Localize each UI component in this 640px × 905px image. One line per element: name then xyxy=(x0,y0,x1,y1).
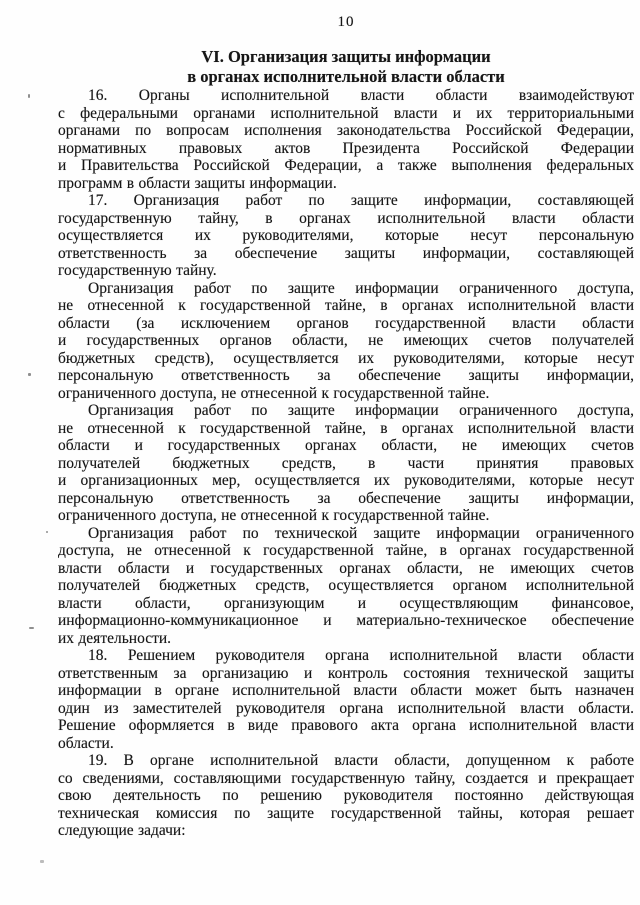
text-line: власти области и государственных органах области, не имеющих счетов xyxy=(58,559,634,577)
text-line: один из заместителей руководителя органа исполнительной власти области. xyxy=(58,699,634,717)
text-line: ответственным за организацию и контроль состояния технической защиты xyxy=(58,664,634,682)
text-line: с федеральными органами исполнительной власти и их территориальными xyxy=(58,104,634,122)
document-content xyxy=(58,47,634,840)
text-line: получателей бюджетных средств, осуществляется органом исполнительной xyxy=(58,577,634,594)
text-line: информации в органе исполнительной власти области может быть назначен xyxy=(58,682,634,699)
text-line: ответственность за обеспечение защиты информации, составляющей xyxy=(58,244,634,262)
text-line: следующие задачи: xyxy=(58,822,186,839)
document-paragraph xyxy=(58,192,634,280)
document-paragraph xyxy=(58,647,634,752)
text-line: 16. Органы исполнительной власти области взаимодействуют xyxy=(88,87,634,104)
text-line: персональную ответственность за обеспечение защиты информации, xyxy=(58,489,634,507)
text-line: Организация работ по защите информации ограниченного доступа, xyxy=(88,279,634,297)
scan-speckle xyxy=(28,373,31,376)
text-line: осуществляется их руководителями, которые несут персональную xyxy=(58,227,634,244)
text-line: государственную тайну. xyxy=(58,262,217,279)
text-line: программ в области защиты информации. xyxy=(58,174,337,192)
text-line: не отнесенной к государственной тайне, в органах исполнительной власти xyxy=(58,419,634,437)
text-line: ограниченного доступа, не отнесенной к государственной тайне. xyxy=(58,507,490,524)
text-line: персональную ответственность за обеспечение защиты информации, xyxy=(58,367,634,384)
text-line: Решение оформляется в виде правового акта органа исполнительной власти xyxy=(58,717,634,734)
section-heading-line-1: VI. Организация защиты информации xyxy=(201,47,491,66)
document-paragraph xyxy=(58,402,634,525)
text-line: бюджетных средств), осуществляется их руководителями, которые несут xyxy=(58,349,634,367)
text-line: 18. Решением руководителя органа исполнительной власти области xyxy=(88,647,634,664)
text-line: и Правительства Российской Федерации, а также выполнения федеральных xyxy=(58,157,634,174)
text-line: нормативных правовых актов Президента Российской Федерации xyxy=(58,139,634,157)
document-paragraph xyxy=(58,525,634,648)
text-line: 19. В органе исполнительной власти области, допущенном к работе xyxy=(88,752,634,769)
section-heading xyxy=(58,47,634,87)
text-line: и организационных мер, осуществляется их руководителями, которые несут xyxy=(58,472,634,489)
document-body xyxy=(58,87,634,840)
text-line: 17. Организация работ по защите информации, составляющей xyxy=(88,192,634,209)
text-line: Организация работ по технической защите информации ограниченного xyxy=(88,524,634,542)
text-line: власти области, организующим и осуществляющим финансовое, xyxy=(58,594,634,612)
page-number: 10 xyxy=(337,14,355,30)
text-line: ограниченного доступа, не отнесенной к государственной тайне. xyxy=(58,384,490,402)
text-line: и государственных органов области, не имеющих счетов получателей xyxy=(58,332,634,349)
scan-speckle xyxy=(40,860,44,863)
text-line: области и государственных органах области, не имеющих счетов xyxy=(58,437,634,454)
document-paragraph xyxy=(58,280,634,403)
scan-speckle xyxy=(46,531,48,533)
text-line: Организация работ по защите информации ограниченного доступа, xyxy=(88,402,634,419)
text-line: техническая комиссия по защите государственной тайны, которая решает xyxy=(58,804,634,822)
document-paragraph xyxy=(58,752,634,840)
text-line: свою деятельность по решению руководителя постоянно действующая xyxy=(58,787,634,804)
text-line: государственную тайну, в органах исполнительной власти области xyxy=(58,209,634,227)
text-line: области. xyxy=(58,734,114,752)
text-line: со сведениями, составляющими государственную тайну, создается и прекращает xyxy=(58,769,634,787)
text-line: не отнесенной к государственной тайне, в органах исполнительной власти xyxy=(58,297,634,314)
text-line: области (за исключением органов государственной власти области xyxy=(58,314,634,332)
text-line: доступа, не отнесенной к государственной тайне, в органах государственной xyxy=(58,542,634,559)
text-line: получателей бюджетных средств, в части принятия правовых xyxy=(58,454,634,472)
scan-speckle xyxy=(29,627,34,629)
text-line: органами по вопросам исполнения законодательства Российской Федерации, xyxy=(58,122,634,139)
section-heading-line-2: в органах исполнительной власти области xyxy=(187,67,505,86)
text-line: информационно-коммуникационное и материально-техническое обеспечение xyxy=(58,612,634,629)
text-line: их деятельности. xyxy=(58,629,172,647)
scan-speckle xyxy=(28,94,30,98)
document-paragraph xyxy=(58,87,634,192)
